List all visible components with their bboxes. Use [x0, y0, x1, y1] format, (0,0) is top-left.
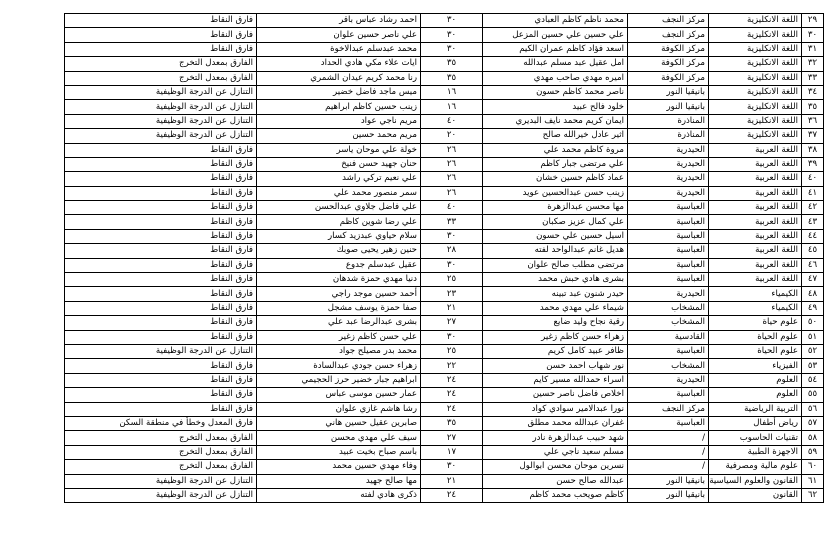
- cell-department: اللغة العربية: [709, 229, 802, 243]
- table-row: [65, 186, 824, 200]
- cell-center: مركز النجف: [628, 402, 709, 416]
- cell-original-name: محمد ناظم كاظم العبادي: [483, 14, 628, 28]
- cell-replacement-name: وفاء مهدي حسين محمد: [257, 460, 421, 474]
- cell-center: العباسية: [628, 416, 709, 430]
- cell-score: ٢٤: [421, 373, 483, 387]
- cell-original-name: زينب حسن عبدالحسين عويد: [483, 186, 628, 200]
- cell-row-number: ٤٤: [802, 229, 824, 243]
- cell-reason: التنازل عن الدرجة الوظيفية: [65, 114, 257, 128]
- cell-original-name: نور شهاب احمد حسن: [483, 359, 628, 373]
- cell-department: اللغة الانكليزية: [709, 28, 802, 42]
- cell-reason: الفارق بمعدل التخرج: [65, 431, 257, 445]
- cell-replacement-name: محمد بدر مصيلح جواد: [257, 344, 421, 358]
- cell-replacement-name: رشا هاشم غازي علوان: [257, 402, 421, 416]
- cell-replacement-name: حنان جهيد حسن فنيخ: [257, 157, 421, 171]
- cell-replacement-name: رنا محمد كريم عيدان الشمري: [257, 71, 421, 85]
- replacement-table: [64, 13, 824, 503]
- cell-score: ٣٠: [421, 460, 483, 474]
- cell-row-number: ٥٥: [802, 388, 824, 402]
- table-row: [65, 143, 824, 157]
- cell-replacement-name: ميس ماجد فاضل خضير: [257, 85, 421, 99]
- cell-original-name: عبدالله صالح حسن: [483, 474, 628, 488]
- cell-row-number: ٥٤: [802, 373, 824, 387]
- cell-replacement-name: علي حسن كاظم زغير: [257, 330, 421, 344]
- cell-replacement-name: مها صالح جهيد: [257, 474, 421, 488]
- table-row: [65, 273, 824, 287]
- table-row: [65, 416, 824, 430]
- cell-reason: الفارق بمعدل التخرج: [65, 71, 257, 85]
- table-row: [65, 402, 824, 416]
- cell-center: مركز الكوفة: [628, 42, 709, 56]
- cell-replacement-name: مريم محمد حسين: [257, 129, 421, 143]
- cell-row-number: ٤٢: [802, 201, 824, 215]
- cell-department: اللغة الانكليزية: [709, 57, 802, 71]
- cell-department: اللغة العربية: [709, 258, 802, 272]
- cell-reason: الفارق بمعدل التخرج: [65, 460, 257, 474]
- cell-score: ٢٧: [421, 316, 483, 330]
- cell-original-name: هديل غانم عبدالواحد لفته: [483, 244, 628, 258]
- cell-row-number: ٥١: [802, 330, 824, 344]
- cell-reason: الفارق بمعدل التخرج: [65, 445, 257, 459]
- cell-department: اللغة العربية: [709, 157, 802, 171]
- cell-department: اللغة العربية: [709, 273, 802, 287]
- cell-row-number: ٤٠: [802, 172, 824, 186]
- cell-row-number: ٦٠: [802, 460, 824, 474]
- cell-center: المناذرة: [628, 114, 709, 128]
- cell-row-number: ٤٦: [802, 258, 824, 272]
- cell-replacement-name: علي نعيم تركي راشد: [257, 172, 421, 186]
- cell-original-name: مرتضى مطلب صالح علوان: [483, 258, 628, 272]
- cell-row-number: ٤٥: [802, 244, 824, 258]
- cell-replacement-name: سمر منصور محمد علي: [257, 186, 421, 200]
- cell-department: علوم حياة: [709, 316, 802, 330]
- cell-reason: فارق النقاط: [65, 301, 257, 315]
- cell-row-number: ٥٩: [802, 445, 824, 459]
- cell-score: ٢٣: [421, 287, 483, 301]
- cell-reason: فارق النقاط: [65, 157, 257, 171]
- cell-replacement-name: احمد رشاد عباس باقر: [257, 14, 421, 28]
- cell-reason: فارق النقاط: [65, 330, 257, 344]
- cell-row-number: ٣٢: [802, 57, 824, 71]
- cell-replacement-name: ابراهيم جبار خضير حرز الحجيمي: [257, 373, 421, 387]
- table-row: [65, 28, 824, 42]
- table-row: [65, 316, 824, 330]
- cell-original-name: اثير عادل خيرالله صالح: [483, 129, 628, 143]
- table-row: [65, 244, 824, 258]
- cell-center: القادسية: [628, 330, 709, 344]
- cell-replacement-name: علي ناصر حسين علوان: [257, 28, 421, 42]
- table-row: [65, 301, 824, 315]
- cell-score: ٢٥: [421, 273, 483, 287]
- cell-score: ٣٠: [421, 258, 483, 272]
- cell-center: العباسية: [628, 258, 709, 272]
- cell-original-name: عماد كاظم حسين خشان: [483, 172, 628, 186]
- cell-center: المشخاب: [628, 359, 709, 373]
- cell-reason: فارق النقاط: [65, 215, 257, 229]
- cell-reason: فارق النقاط: [65, 316, 257, 330]
- cell-row-number: ٣٩: [802, 157, 824, 171]
- cell-department: اللغة الانكليزية: [709, 100, 802, 114]
- table-row: [65, 373, 824, 387]
- cell-original-name: امل عقيل عبد مسلم عبدالله: [483, 57, 628, 71]
- cell-reason: فارق النقاط: [65, 42, 257, 56]
- table-row: [65, 172, 824, 186]
- table-row: [65, 114, 824, 128]
- cell-original-name: اسيل حسين علي حسون: [483, 229, 628, 243]
- cell-department: اللغة العربية: [709, 172, 802, 186]
- cell-row-number: ٣٤: [802, 85, 824, 99]
- table-row: [65, 359, 824, 373]
- cell-replacement-name: زينب حسين كاظم ابراهيم: [257, 100, 421, 114]
- cell-reason: التنازل عن الدرجة الوظيفية: [65, 344, 257, 358]
- cell-original-name: زهراء حسن كاظم زغير: [483, 330, 628, 344]
- table-row: [65, 129, 824, 143]
- cell-row-number: ٥٦: [802, 402, 824, 416]
- cell-department: اللغة الانكليزية: [709, 71, 802, 85]
- cell-reason: فارق النقاط: [65, 186, 257, 200]
- cell-department: اللغة الانكليزية: [709, 85, 802, 99]
- cell-score: ١٦: [421, 100, 483, 114]
- cell-replacement-name: صابرين عقيل حسين هاني: [257, 416, 421, 430]
- cell-center: الحيدرية: [628, 157, 709, 171]
- cell-reason: التنازل عن الدرجة الوظيفية: [65, 474, 257, 488]
- cell-original-name: ايمان كريم محمد نايف البديري: [483, 114, 628, 128]
- cell-reason: فارق النقاط: [65, 244, 257, 258]
- cell-replacement-name: عقيل عبدسلم جدوع: [257, 258, 421, 272]
- cell-reason: التنازل عن الدرجة الوظيفية: [65, 85, 257, 99]
- cell-department: الاجهزة الطبية: [709, 445, 802, 459]
- cell-replacement-name: سيف علي مهدي محسن: [257, 431, 421, 445]
- cell-department: اللغة العربية: [709, 215, 802, 229]
- cell-score: ٢٤: [421, 402, 483, 416]
- table-row: [65, 157, 824, 171]
- cell-center: مركز الكوفة: [628, 57, 709, 71]
- cell-score: ٢١: [421, 474, 483, 488]
- cell-score: ٣٥: [421, 416, 483, 430]
- cell-original-name: اخلاص فاضل ناصر حسين: [483, 388, 628, 402]
- cell-original-name: اسعد فؤاد كاظم عمران الكيم: [483, 42, 628, 56]
- cell-center: مركز النجف: [628, 14, 709, 28]
- table-row: [65, 71, 824, 85]
- cell-score: ٣٠: [421, 229, 483, 243]
- cell-center: الحيدرية: [628, 143, 709, 157]
- cell-replacement-name: عمار حسين موسى عباس: [257, 388, 421, 402]
- cell-row-number: ٣٠: [802, 28, 824, 42]
- cell-row-number: ٣٥: [802, 100, 824, 114]
- cell-reason: فارق النقاط: [65, 28, 257, 42]
- cell-department: علوم الحياة: [709, 330, 802, 344]
- cell-original-name: اسراء حمدالله مسير كايم: [483, 373, 628, 387]
- cell-department: علوم مالية ومصرفية: [709, 460, 802, 474]
- cell-department: الكيمياء: [709, 287, 802, 301]
- cell-row-number: ٣١: [802, 42, 824, 56]
- cell-score: ٣٠: [421, 330, 483, 344]
- table-body: [65, 14, 824, 503]
- cell-original-name: حيدر شنون عبد تبينه: [483, 287, 628, 301]
- cell-original-name: شيماء علي مهدي محمد: [483, 301, 628, 315]
- cell-department: القانون والعلوم السياسية: [709, 474, 802, 488]
- cell-reason: التنازل عن الدرجة الوظيفية: [65, 129, 257, 143]
- cell-replacement-name: حنين زهير يحيى صوبك: [257, 244, 421, 258]
- cell-original-name: نسرين موحان محسن ابوالول: [483, 460, 628, 474]
- cell-center: بانيقيا النور: [628, 474, 709, 488]
- cell-center: الحيدرية: [628, 172, 709, 186]
- cell-department: الفيزياء: [709, 359, 802, 373]
- cell-center: العباسية: [628, 388, 709, 402]
- cell-department: اللغة الانكليزية: [709, 42, 802, 56]
- cell-department: تقنيات الحاسوب: [709, 431, 802, 445]
- cell-center: /: [628, 460, 709, 474]
- cell-department: اللغة الانكليزية: [709, 14, 802, 28]
- cell-row-number: ٥٧: [802, 416, 824, 430]
- cell-department: الكيمياء: [709, 301, 802, 315]
- cell-center: /: [628, 445, 709, 459]
- cell-score: ٢٦: [421, 172, 483, 186]
- cell-score: ٤٠: [421, 201, 483, 215]
- cell-row-number: ٥٢: [802, 344, 824, 358]
- cell-score: ٢٥: [421, 344, 483, 358]
- cell-original-name: نورا عبدالامير سوادي كواد: [483, 402, 628, 416]
- cell-replacement-name: صفا حمزة يوسف مشجل: [257, 301, 421, 315]
- table-row: [65, 474, 824, 488]
- cell-department: التربية الرياضية: [709, 402, 802, 416]
- cell-replacement-name: ايات علاء مكي هادي الحداد: [257, 57, 421, 71]
- cell-reason: فارق النقاط: [65, 258, 257, 272]
- table-row: [65, 85, 824, 99]
- table-row: [65, 14, 824, 28]
- cell-center: المشخاب: [628, 316, 709, 330]
- cell-original-name: ناصر محمد كاظم حسون: [483, 85, 628, 99]
- cell-center: مركز النجف: [628, 28, 709, 42]
- cell-center: العباسية: [628, 215, 709, 229]
- table-row: [65, 229, 824, 243]
- cell-score: ٤٠: [421, 114, 483, 128]
- cell-reason: الفارق بمعدل التخرج: [65, 57, 257, 71]
- cell-replacement-name: علي فاضل جلاوي عبدالحسن: [257, 201, 421, 215]
- cell-original-name: رقية نجاح وليد ضايع: [483, 316, 628, 330]
- cell-original-name: خلود فالح عبيد: [483, 100, 628, 114]
- cell-row-number: ٦٢: [802, 488, 824, 502]
- cell-department: اللغة العربية: [709, 244, 802, 258]
- cell-replacement-name: سلام حياوي عبدزيد كسار: [257, 229, 421, 243]
- cell-center: الحيدرية: [628, 287, 709, 301]
- table-row: [65, 431, 824, 445]
- cell-original-name: علي مرتضى جبار كاظم: [483, 157, 628, 171]
- cell-original-name: بشرى هادي حبش محمد: [483, 273, 628, 287]
- cell-row-number: ٥٠: [802, 316, 824, 330]
- cell-reason: فارق النقاط: [65, 273, 257, 287]
- cell-original-name: كاظم صويحب محمد كاظم: [483, 488, 628, 502]
- cell-center: بانيقيا النور: [628, 85, 709, 99]
- cell-score: ٢٠: [421, 129, 483, 143]
- cell-original-name: علي كمال عزيز صكبان: [483, 215, 628, 229]
- cell-row-number: ٣٦: [802, 114, 824, 128]
- cell-row-number: ٦١: [802, 474, 824, 488]
- cell-original-name: علي حسين علي حسين المزعل: [483, 28, 628, 42]
- cell-score: ٢٢: [421, 359, 483, 373]
- cell-department: اللغة العربية: [709, 201, 802, 215]
- cell-original-name: اميره مهدي صاحب مهدي: [483, 71, 628, 85]
- table-row: [65, 445, 824, 459]
- cell-center: العباسية: [628, 344, 709, 358]
- cell-score: ٣٣: [421, 215, 483, 229]
- cell-replacement-name: بشرى عبدالرضا عبد علي: [257, 316, 421, 330]
- cell-original-name: شهد حبيب عبدالزهرة نادر: [483, 431, 628, 445]
- cell-row-number: ٣٣: [802, 71, 824, 85]
- table-row: [65, 57, 824, 71]
- cell-row-number: ٥٣: [802, 359, 824, 373]
- cell-center: الحيدرية: [628, 186, 709, 200]
- cell-center: العباسية: [628, 244, 709, 258]
- cell-replacement-name: أحمد حسين موجد راجي: [257, 287, 421, 301]
- table-row: [65, 388, 824, 402]
- cell-original-name: غفران عبدالله محمد مطلق: [483, 416, 628, 430]
- cell-score: ٣٥: [421, 57, 483, 71]
- cell-score: ٣٠: [421, 42, 483, 56]
- cell-score: ١٦: [421, 85, 483, 99]
- cell-center: بانيقيا النور: [628, 488, 709, 502]
- table-row: [65, 258, 824, 272]
- table-row: [65, 488, 824, 502]
- cell-row-number: ٢٩: [802, 14, 824, 28]
- cell-center: المناذرة: [628, 129, 709, 143]
- cell-row-number: ٥٨: [802, 431, 824, 445]
- table-row: [65, 215, 824, 229]
- cell-score: ٣٠: [421, 28, 483, 42]
- cell-department: رياض أطفال: [709, 416, 802, 430]
- cell-reason: فارق النقاط: [65, 388, 257, 402]
- cell-score: ٢٤: [421, 488, 483, 502]
- cell-reason: التنازل عن الدرجة الوظيفية: [65, 100, 257, 114]
- cell-score: ٣٥: [421, 71, 483, 85]
- cell-center: المشخاب: [628, 301, 709, 315]
- cell-score: ٢٦: [421, 157, 483, 171]
- cell-reason: فارق النقاط: [65, 359, 257, 373]
- cell-replacement-name: زهراء حسن جودي عبدالسادة: [257, 359, 421, 373]
- cell-center: العباسية: [628, 229, 709, 243]
- cell-replacement-name: دنيا مهدي حمزة شدهان: [257, 273, 421, 287]
- cell-replacement-name: ذكرى هادي لفته: [257, 488, 421, 502]
- cell-row-number: ٤٩: [802, 301, 824, 315]
- cell-department: اللغة العربية: [709, 143, 802, 157]
- cell-department: العلوم: [709, 373, 802, 387]
- cell-department: القانون: [709, 488, 802, 502]
- cell-reason: فارق النقاط: [65, 143, 257, 157]
- cell-original-name: مها محسن عبدالزهرة: [483, 201, 628, 215]
- cell-row-number: ٤٣: [802, 215, 824, 229]
- table-row: [65, 460, 824, 474]
- cell-center: مركز الكوفة: [628, 71, 709, 85]
- cell-department: اللغة الانكليزية: [709, 114, 802, 128]
- cell-reason: فارق المعدل وخطأ في منطقة السكن: [65, 416, 257, 430]
- cell-center: العباسية: [628, 273, 709, 287]
- table-row: [65, 42, 824, 56]
- cell-department: علوم الحياة: [709, 344, 802, 358]
- table-row: [65, 344, 824, 358]
- cell-score: ٢٧: [421, 431, 483, 445]
- cell-replacement-name: خولة علي موحان ياسر: [257, 143, 421, 157]
- cell-row-number: ٤٧: [802, 273, 824, 287]
- cell-reason: فارق النقاط: [65, 201, 257, 215]
- cell-original-name: مروة كاظم محمد علي: [483, 143, 628, 157]
- cell-original-name: ظافر عبيد كامل كريم: [483, 344, 628, 358]
- cell-department: اللغة العربية: [709, 186, 802, 200]
- cell-replacement-name: باسم صباح بخيت عبيد: [257, 445, 421, 459]
- cell-center: بانيقيا النور: [628, 100, 709, 114]
- cell-score: ٢٨: [421, 244, 483, 258]
- cell-score: ٢٦: [421, 143, 483, 157]
- cell-reason: فارق النقاط: [65, 373, 257, 387]
- table-row: [65, 201, 824, 215]
- table-row: [65, 100, 824, 114]
- cell-score: ٢١: [421, 301, 483, 315]
- cell-score: ٢٦: [421, 186, 483, 200]
- cell-original-name: مسلم سعيد ناجي علي: [483, 445, 628, 459]
- cell-center: العباسية: [628, 201, 709, 215]
- cell-row-number: ٣٨: [802, 143, 824, 157]
- cell-row-number: ٤٨: [802, 287, 824, 301]
- cell-reason: فارق النقاط: [65, 287, 257, 301]
- cell-reason: فارق النقاط: [65, 229, 257, 243]
- cell-reason: التنازل عن الدرجة الوظيفية: [65, 488, 257, 502]
- cell-reason: فارق النقاط: [65, 14, 257, 28]
- cell-score: ٣٠: [421, 14, 483, 28]
- table-row: [65, 330, 824, 344]
- cell-department: اللغة الانكليزية: [709, 129, 802, 143]
- cell-reason: فارق النقاط: [65, 172, 257, 186]
- cell-replacement-name: علي رضا شوين كاظم: [257, 215, 421, 229]
- cell-reason: فارق النقاط: [65, 402, 257, 416]
- cell-score: ١٧: [421, 445, 483, 459]
- cell-score: ٢٤: [421, 388, 483, 402]
- cell-row-number: ٣٧: [802, 129, 824, 143]
- cell-replacement-name: محمد عبدسلم عبدالاخوة: [257, 42, 421, 56]
- cell-department: العلوم: [709, 388, 802, 402]
- cell-row-number: ٤١: [802, 186, 824, 200]
- cell-center: /: [628, 431, 709, 445]
- cell-center: الحيدرية: [628, 373, 709, 387]
- table-row: [65, 287, 824, 301]
- cell-replacement-name: مريم ناجي عواد: [257, 114, 421, 128]
